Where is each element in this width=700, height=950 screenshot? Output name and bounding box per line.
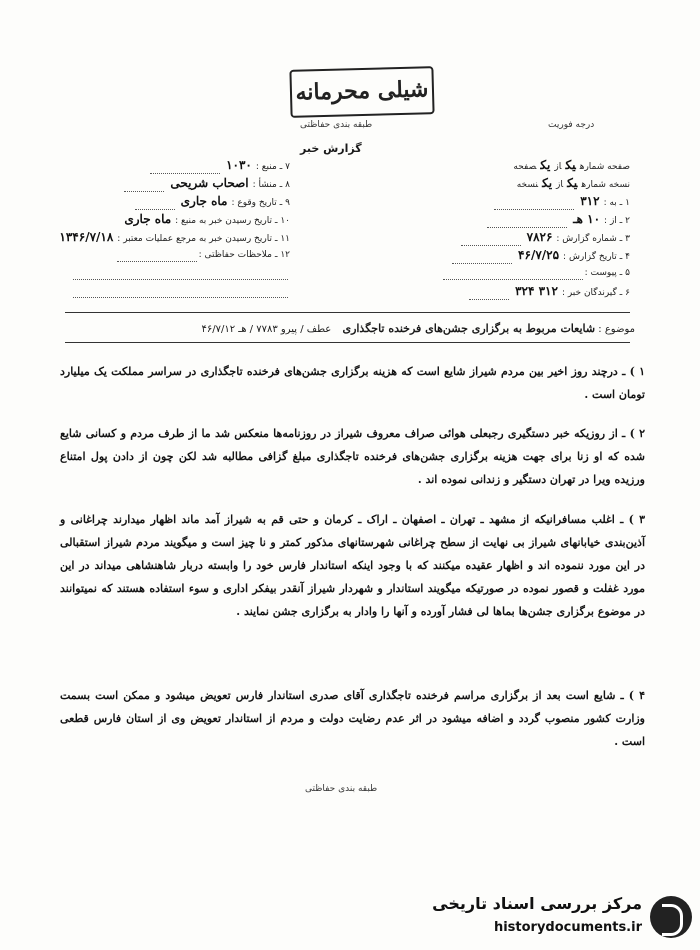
subject-ref: عطف / پیرو ۷۷۸۳ / هـ ۴۶/۷/۱۲ [201, 324, 332, 335]
paragraph-1: ۱ ) ـ درچند روز اخیر بین مردم شیراز شایع است که هزینه برگزاری جشن‌های فرخنده تاجگذاری در سراسر مملکت یک میلیارد تومان است . [60, 365, 645, 401]
subject-label: موضوع : [598, 324, 635, 335]
classification-stamp: شیلی محرمانه [289, 66, 434, 118]
field-date-occurred: ۹ ـ تاریخ وقوع :ماه جاری [70, 194, 290, 209]
field-blank-line-2 [70, 284, 290, 299]
field-report-number: ۳ ـ شماره گزارش :۷۸۲۶ [380, 230, 630, 245]
field-source: ۷ ـ منبع :۱۰۳۰ [70, 158, 290, 173]
classification-label-bottom: طبقه بندی حفاظتی [305, 784, 378, 794]
watermark-title: مرکز بررسی اسناد تاریخی [432, 894, 642, 913]
field-origin: ۸ ـ منشأ :اصحاب شریحی [70, 176, 290, 191]
report-title: گزارش خبر [300, 142, 362, 155]
field-to: ۱ ـ به :۳۱۲ [380, 194, 630, 209]
classification-label-top: طبقه بندی حفاظتی [300, 120, 373, 130]
field-date-to-source: ۱۰ ـ تاریخ رسیدن خبر به منبع :ماه جاری [124, 212, 290, 226]
subject-text: شایعات مربوط به برگزاری جشن‌های فرخنده تاجگذاری [342, 322, 596, 335]
field-date-to-reference: ۱۱ ـ تاریخ رسیدن خبر به مرجع عملیات معتبر :۱۳۴۶/۷/۱۸ [59, 230, 290, 244]
field-page-number: صفحه شمارهیکازیکصفحه [513, 158, 630, 172]
watermark-url: historydocuments.ir [493, 920, 642, 935]
watermark [420, 890, 700, 948]
paragraph-4: ۴ ) ـ شایع است بعد از برگزاری مراسم فرخنده تاجگذاری آقای صدری استاندار فارس تعویض میشود و ممکن است بسمت وزارت کشور منصوب گردد و اضافه میشود در اثر عدم رضایت دولت و مردم از استاندار تعویض وی از استان فارس قطعی است . [60, 689, 645, 748]
field-copy-number: نسخه شمارهیکازیکنسخه [516, 176, 630, 190]
field-recipients: ۶ ـ گیرندگان خبر :۳۱۲ ۳۲۴ [380, 284, 630, 299]
field-blank-line-1 [70, 266, 290, 281]
paragraph-2: ۲ ) ـ از روزیکه خبر دستگیری رجبعلی هوائی صراف معروف شیراز در روزنامه‌ها منعکس شد ما از طرف مردم و کسانی شایع شده که او زنا برای جهت هزینه برگزاری جشن‌های فرخنده تاجگذاری مبلغ گزافی مطالبه شد لکن چون از دادن پول امتناع ورزیده ویرا در تهران دستگیر و زندانی نموده اند . [60, 427, 645, 486]
subject-divider [65, 342, 630, 343]
priority-label: درجه فوریت [548, 120, 595, 130]
field-from: ۲ ـ از :۱۰ هـ [380, 212, 630, 227]
paragraph-3: ۳ ) ـ اغلب مسافرانیکه از مشهد ـ تهران ـ اصفهان ـ اراک ـ کرمان و حتی قم به شیراز آمد ماند اظهار میدارند چراغانی و آذین‌بندی خیابانهای شیراز بی نهایت از سطح چراغانی شهرستانهای مذکور کمتر و نا چیز است و میگویند مردم شیراز استقبالی در این مورد ننموده اند و اظهار عقیده میکنند که با وجود اینکه استاندار فارس خود را وابسته دربار شاهنشاهی میداند در این مورد غفلت و قصور نموده در صورتیکه میگویند استاندار و شهردار شیراز آنقدر بیفکر اداری و سوء استفاده هستند که نمیتوانند در موضوع برگزاری جشن‌ها بماها لی فشار آورده و آنها را وادار به برگزاری جشن نمایند . [60, 513, 645, 618]
field-security-notes: ۱۲ ـ ملاحظات حفاظتی : [70, 248, 290, 263]
field-attachment: ۵ ـ پیوست : [380, 266, 630, 281]
subject-line [65, 322, 635, 335]
field-report-date: ۴ ـ تاریخ گزارش :۴۶/۷/۲۵ [380, 248, 630, 263]
archive-logo-icon [650, 896, 692, 938]
header-divider [65, 312, 630, 313]
